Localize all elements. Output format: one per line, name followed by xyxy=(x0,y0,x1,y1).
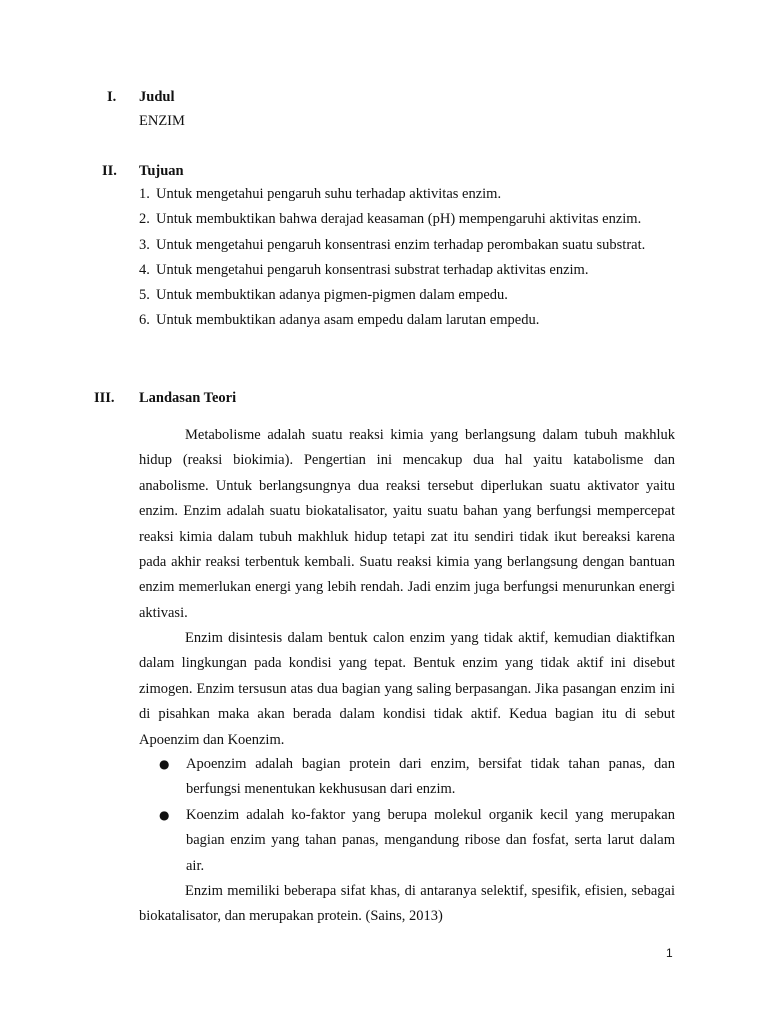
objective-number: 2. xyxy=(139,211,150,228)
theory-paragraph-1: Metabolisme adalah suatu reaksi kimia yang berlangsung dalam tubuh makhluk hidup (reaksi biokimia). Pengertian ini mencakup dua hal yaitu katabolisme dan anabolisme. Untuk berlangsungnya dua reaksi tersebut diperlukan suatu aktivator yaitu enzim. Enzim adalah suatu biokatalisator, yaitu suatu bahan yang berfungsi mempercepat reaksi kimia dalam tubuh makhluk hidup tetapi zat itu sendiri tidak ikut bereaksi karena pada akhir reaksi terbentuk kembali. Suatu reaksi kimia yang berlangsung dengan bantuan enzim memerlukan energi yang lebih rendah. Jadi enzim juga berfungsi menurunkan energi aktivasi. xyxy=(139,427,675,621)
objective-number: 6. xyxy=(139,312,150,329)
section-3-number: III. xyxy=(94,390,115,406)
bullet-text: Apoenzim adalah bagian protein dari enzim, bersifat tidak tahan panas, dan berfungsi menentukan kekhususan dari enzim. xyxy=(186,756,675,798)
objective-text: Untuk mengetahui pengaruh konsentrasi enzim terhadap perombakan suatu substrat. xyxy=(156,236,646,253)
theory-paragraph-2: Enzim disintesis dalam bentuk calon enzim yang tidak aktif, kemudian diaktifkan dalam lingkungan pada kondisi yang tepat. Bentuk enzim yang tidak aktif ini disebut zimogen. Enzim tersusun atas dua bagian yang saling berpasangan. Jika pasangan enzim ini di pisahkan maka akan berada dalam kondisi tidak aktif. Kedua bagian itu di sebut Apoenzim dan Koenzim. xyxy=(139,630,675,748)
page-number: 1 xyxy=(666,946,673,960)
theory-paragraph-3: Enzim memiliki beberapa sifat khas, di antaranya selektif, spesifik, efisien, sebagai biokatalisator, dan merupakan protein. (Sains, 2013) xyxy=(139,883,675,925)
objective-item xyxy=(139,182,675,207)
bullet-icon: ● xyxy=(159,757,170,771)
section-2-number: II. xyxy=(102,163,117,179)
objective-item xyxy=(139,283,675,308)
section-1-title: Judul xyxy=(139,89,175,105)
objective-text: Untuk mengetahui pengaruh suhu terhadap aktivitas enzim. xyxy=(156,186,502,202)
section-1-number: I. xyxy=(107,89,117,105)
objective-number: 1. xyxy=(139,186,150,202)
objective-item xyxy=(139,233,675,258)
objective-item xyxy=(139,258,675,283)
objective-text: Untuk membuktikan adanya asam empedu dalam larutan empedu. xyxy=(156,312,540,329)
bullet-item xyxy=(139,803,675,879)
objective-item xyxy=(139,207,675,232)
section-2-title: Tujuan xyxy=(139,163,184,179)
objective-number: 5. xyxy=(139,287,150,304)
section-3-title: Landasan Teori xyxy=(139,390,237,406)
bullet-item xyxy=(139,752,675,803)
objective-text: Untuk membuktikan adanya pigmen-pigmen dalam empedu. xyxy=(156,287,508,304)
objective-number: 4. xyxy=(139,261,150,278)
section-1-content: ENZIM xyxy=(139,113,185,129)
objective-text: Untuk mengetahui pengaruh konsentrasi substrat terhadap aktivitas enzim. xyxy=(156,261,589,278)
bullet-icon: ● xyxy=(159,807,170,822)
bullet-text: Koenzim adalah ko-faktor yang berupa molekul organik kecil yang merupakan bagian enzim yang tahan panas, mengandung ribose dan fosfat, serta larut dalam air. xyxy=(186,806,675,874)
enzyme-parts-list xyxy=(139,752,675,879)
objective-item xyxy=(139,308,675,333)
objective-number: 3. xyxy=(139,236,150,253)
objectives-list xyxy=(139,182,675,334)
objective-text: Untuk membuktikan bahwa derajad keasaman (pH) mempengaruhi aktivitas enzim. xyxy=(156,211,642,228)
